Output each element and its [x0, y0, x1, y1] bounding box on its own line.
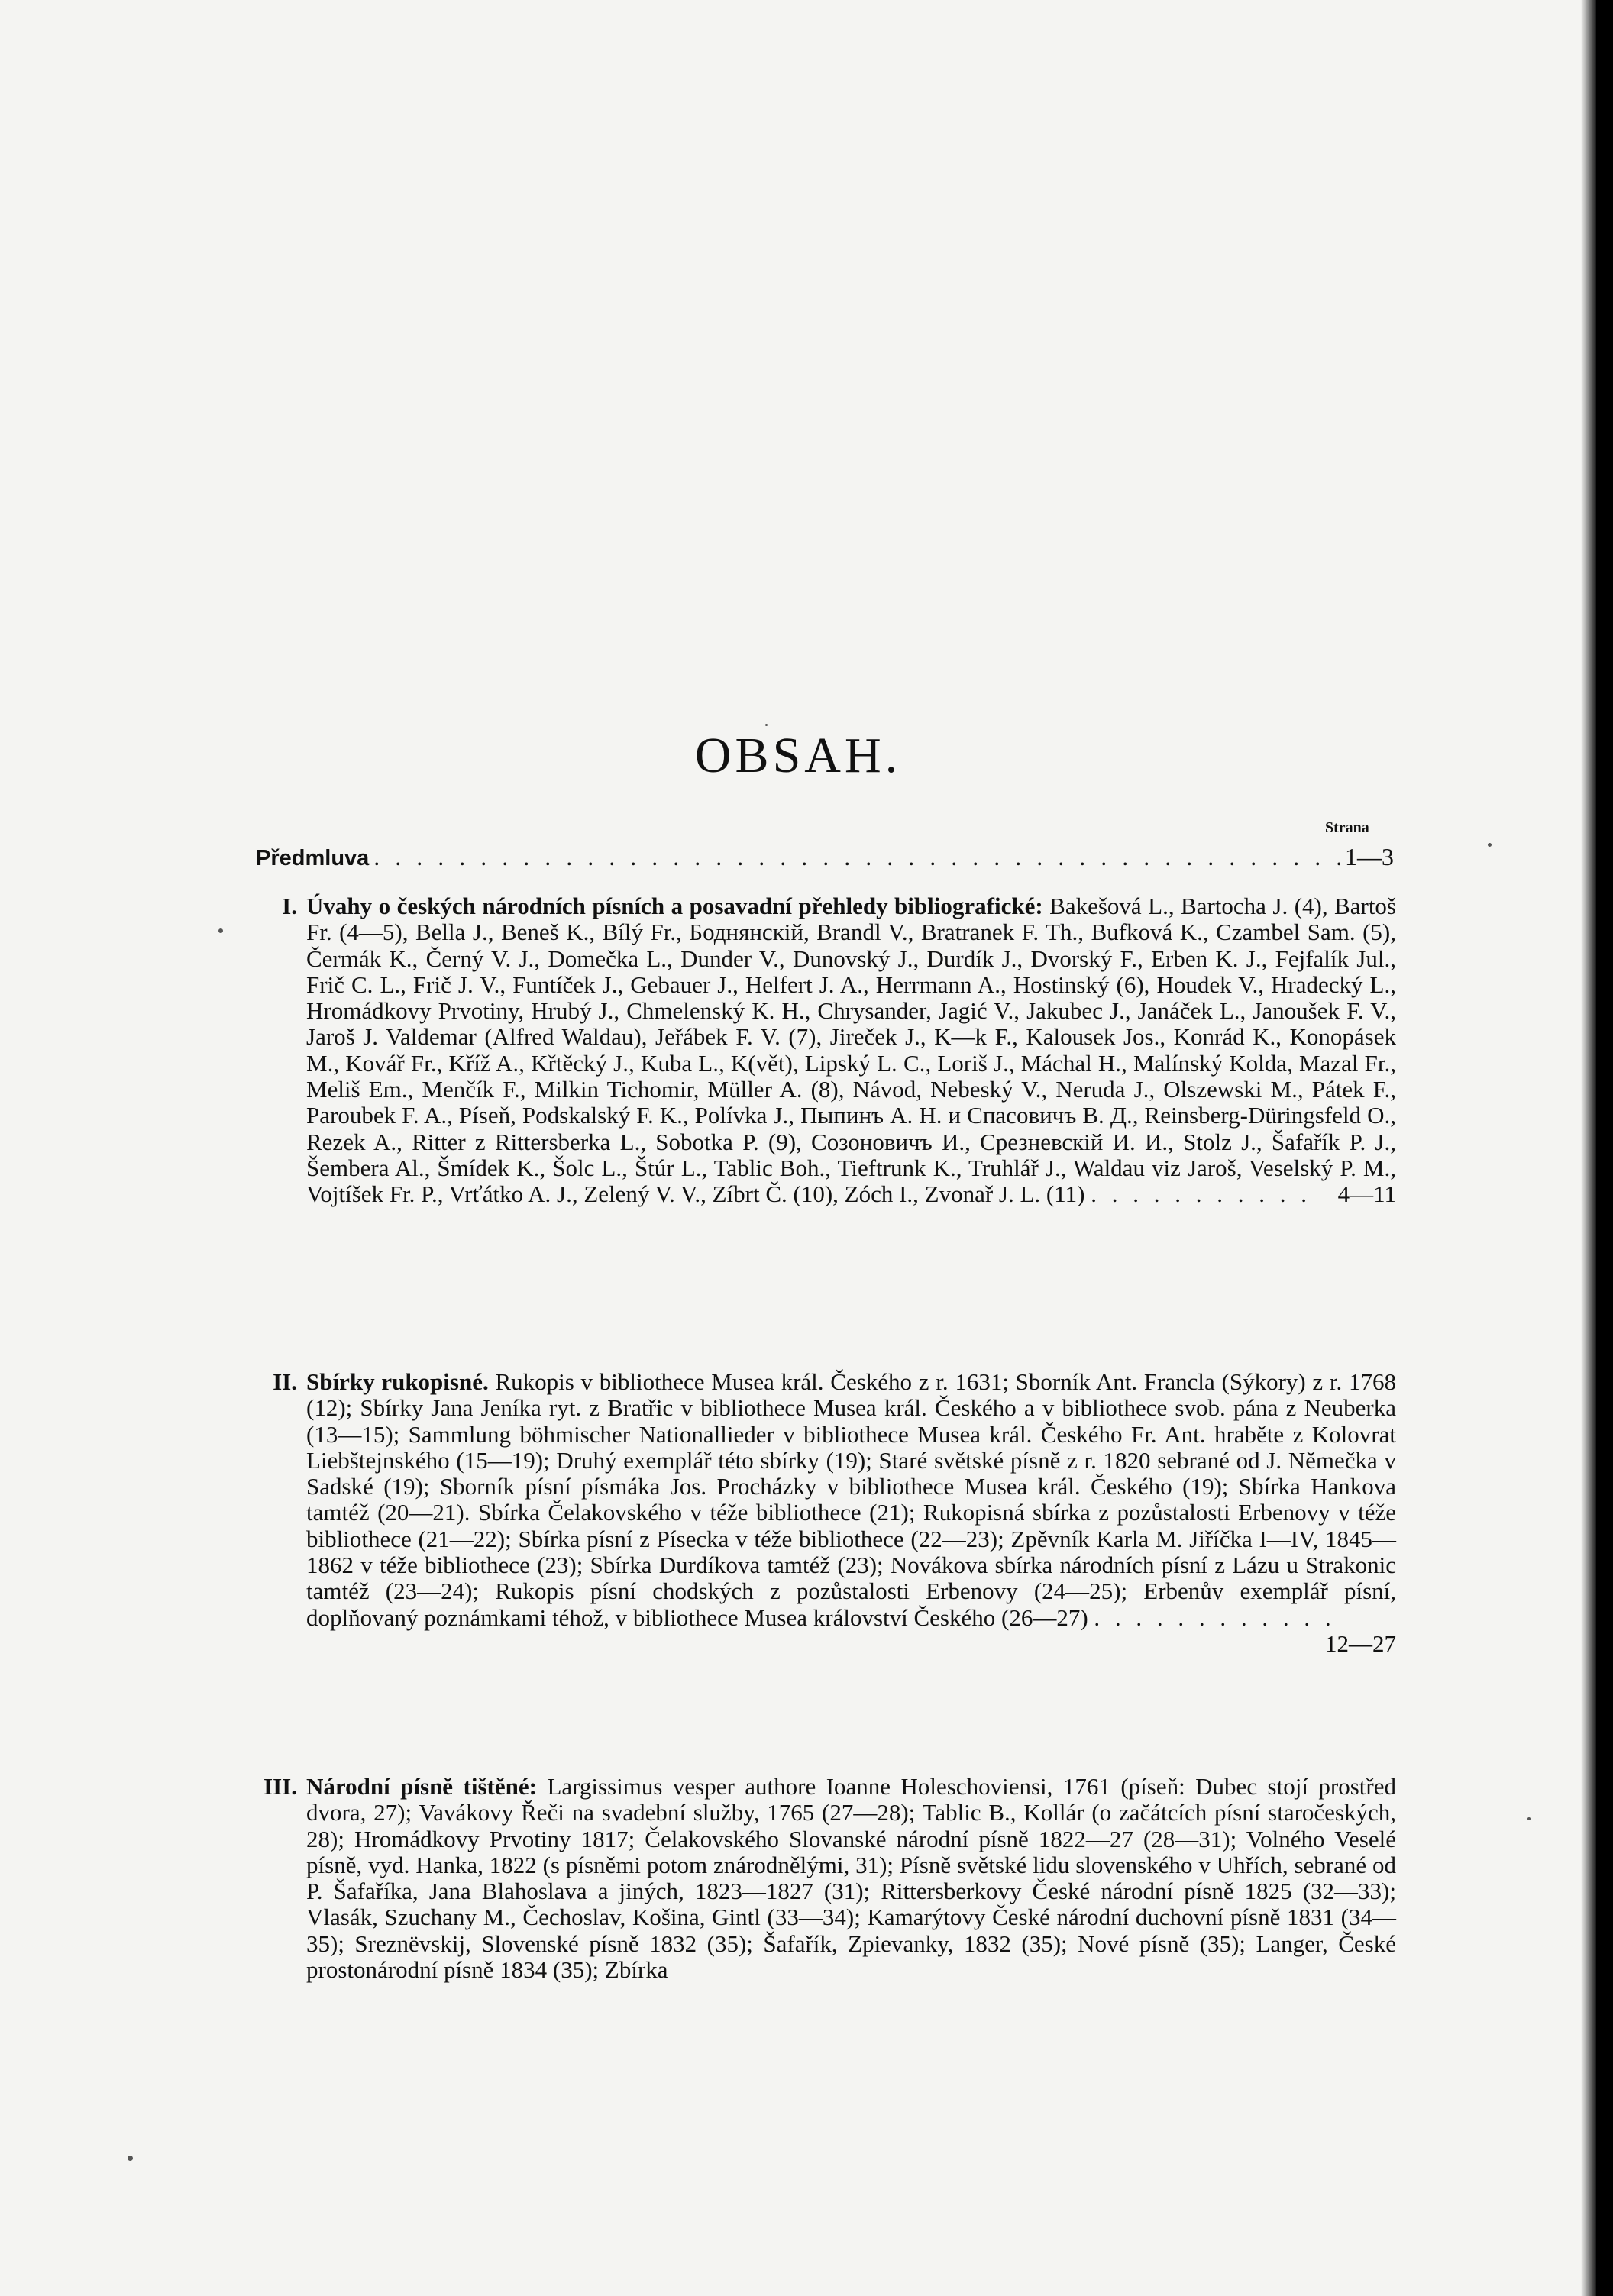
section-number: II.: [273, 1368, 297, 1395]
scan-speck: [128, 2156, 133, 2161]
scan-speck: [1488, 843, 1492, 847]
section-lead: Sbírky rukopisné.: [306, 1368, 489, 1395]
page-edge-shadow: [1581, 0, 1596, 2296]
toc-section: [254, 1774, 1396, 1983]
page-column-label: Strana: [1325, 819, 1369, 836]
section-text: Úvahy o českých národních písních a posavadní přehledy bibliografické: Bakešová L., Bartocha J. (4), Bartoš Fr. (4—5), Bella J., Beneš K., Bílý Fr., Боднянскій, Brandl V., Bratranek F. Th., Bufková K., Czambel Sam. (5), Čermák K., Černý V. J., Domečka L., Dunder V., Dunovský J., Durdík J., Dvorský F., Erben K. J., Fejfalík Jul., Frič C. L., Frič J. V., Funtíček J., Gebauer J., Helfert J. A., Herrmann A., Hostinský (6), Houdek V., Hradecký L., Hromádkovy Prvotiny, Hrubý J., Chmelenský K. H., Chrysander, Jagić V., Jakubec J., Janáček L., Janoušek F. V., Jaroš J. Valdemar (Alfred Waldau), Jeřábek F. V. (7), Jireček J., K—k F., Kalousek Jos., Konrád K., Konopásek M., Kovář Fr., Kříž A., Křtěcký J., Kuba L., K(vět), Lipský L. C., Loriš J., Máchal H., Malínský Kolda, Mazal Fr., Meliš Em., Menčík F., Milkin Tichomir, Müller A. (8), Návod, Nebeský V., Neruda J., Olszewski M., Pátek F., Paroubek F. A., Píseň, Podskalský F. K., Polívka J., Пыпинъ А. Н. и Спасовичъ В. Д., Reinsberg-Düringsfeld O., Rezek A., Ritter z Rittersberka L., Sobotka P. (9), Созоновичъ И., Срезневскій И. И., Stolz J., Šafařík P. J., Šembera Al., Šmídek K., Šolc L., Štúr L., Tablic Boh., Tieftrunk K., Truhlář J., Waldau viz Jaroš, Veselský P. M., Vojtíšek Fr. P., Vrťátko A. J., Zelený V. V., Zíbrt Č. (10), Zóch I., Zvonař J. L. (11) . . . . . . . . . . . 4—11: [306, 893, 1396, 1208]
preface-label: Předmluva: [256, 846, 370, 870]
toc-section: [254, 1369, 1396, 1657]
section-pages: 4—11: [1337, 1180, 1396, 1208]
toc-section: [254, 893, 1396, 1208]
section-body: Bakešová L., Bartocha J. (4), Bartoš Fr. (4—5), Bella J., Beneš K., Bílý Fr., Боднянскій, Brandl V., Bratranek F. Th., Bufková K., Czambel Sam. (5), Čermák K., Černý V. J., Domečka L., Dunder V., Dunovský J., Durdík J., Dvorský F., Erben K. J., Fejfalík Jul., Frič C. L., Frič J. V., Funtíček J., Gebauer J., Helfert J. A., Herrmann A., Hostinský (6), Houdek V., Hradecký L., Hromádkovy Prvotiny, Hrubý J., Chmelenský K. H., Chrysander, Jagić V., Jakubec J., Janáček L., Janoušek F. V., Jaroš J. Valdemar (Alfred Waldau), Jeřábek F. V. (7), Jireček J., K—k F., Kalousek Jos., Konrád K., Konopásek M., Kovář Fr., Kříž A., Křtěcký J., Kuba L., K(vět), Lipský L. C., Loriš J., Máchal H., Malínský Kolda, Mazal Fr., Meliš Em., Menčík F., Milkin Tichomir, Müller A. (8), Návod, Nebeský V., Neruda J., Olszewski M., Pátek F., Paroubek F. A., Píseň, Podskalský F. K., Polívka J., Пыпинъ А. Н. и Спасовичъ В. Д., Reinsberg-Düringsfeld O., Rezek A., Ritter z Rittersberka L., Sobotka P. (9), Созоновичъ И., Срезневскій И. И., Stolz J., Šafařík P. J., Šembera Al., Šmídek K., Šolc L., Štúr L., Tablic Boh., Tieftrunk K., Truhlář J., Waldau viz Jaroš, Veselský P. M., Vojtíšek Fr. P., Vrťátko A. J., Zelený V. V., Zíbrt Č. (10), Zóch I., Zvonař J. L. (11): [306, 893, 1396, 1208]
section-text: Sbírky rukopisné. Rukopis v bibliothece Musea král. Českého z r. 1631; Sborník Ant. Francla (Sýkory) z r. 1768 (12); Sbírky Jana Jeníka ryt. z Bratřic v bibliothece Musea král. Českého a v bibliothece svob. pána z Neuberka (13—15); Sammlung böhmischer Nationallieder v bibliothece Musea král. Českého Fr. Ant. hraběte z Kolovrat Liebštejnského (15—19); Druhý exemplář této sbírky (19); Staré světské písně z r. 1820 sebrané od J. Němečka v Sadské (19); Sborník písní písmáka Jos. Procházky v bibliothece Musea král. Českého (19); Sbírka Hankova tamtéž (20—21). Sbírka Čelakovského v téže bibliothece (21); Rukopisná sbírka z pozůstalosti Erbenovy v téže bibliothece (21—22); Sbírka písní z Písecka v téže bibliothece (22—23); Zpěvník Karla M. Jiříčka I—IV, 1845—1862 v téže bibliothece (23); Sbírka Durdíkova tamtéž (23); Novákova sbírka národních písní z Lázu u Strakonic tamtéž (23—24); Rukopis písní chodských z pozůstalosti Erbenovy (24—25); Erbenův exemplář písní, doplňovaný poznámkami téhož, v bibliothece Musea království Českého (26—27) . . . . . . . . . . . . 12—27: [306, 1368, 1397, 1657]
section-pages: 12—27: [1325, 1629, 1396, 1657]
section-lead: Národní písně tištěné:: [306, 1773, 537, 1800]
scan-speck: [1527, 1817, 1531, 1820]
preface-pages: 1—3: [1345, 843, 1394, 870]
section-lead: Úvahy o českých národních písních a posavadní přehledy bibliografické:: [306, 893, 1043, 919]
preface-entry: [256, 841, 1394, 874]
section-body: Largissimus vesper authore Ioanne Holeschoviensi, 1761 (píseň: Dubec stojí prostřed dvora, 27); Vavákovy Řeči na svadební služby, 1765 (27—28); Tablic B., Kollár (o začátcích písní staročeských, 28); Hromádkovy Prvotiny 1817; Čelakovského Slovanské národní písně 1822—27 (28—31); Volného Veselé písně, vyd. Hanka, 1822 (s písněmi potom znárodnělými, 31); Písně světské lidu slovenského v Uhřích, sebrané od P. Šafaříka, Jana Blahoslava a jiných, 1823—1827 (31); Rittersberkovy České národní písně 1825 (32—33); Vlasák, Szuchany M., Čechoslav, Košina, Gintl (33—34); Kamarýtovy České národní duchovní písně 1831 (34—35); Sreznëvskij, Slovenské písně 1832 (35); Šafařík, Zpievanky, 1832 (35); Nové písně (35); Langer, České prostonárodní písně 1834 (35); Zbírka: [306, 1773, 1397, 1984]
section-body: Rukopis v bibliothece Musea král. Českého z r. 1631; Sborník Ant. Francla (Sýkory) z r. 1768 (12); Sbírky Jana Jeníka ryt. z Bratřic v bibliothece Musea král. Českého a v bibliothece svob. pána z Neuberka (13—15); Sammlung böhmischer Nationallieder v bibliothece Musea král. Českého Fr. Ant. hraběte z Kolovrat Liebštejnského (15—19); Druhý exemplář této sbírky (19); Staré světské písně z r. 1820 sebrané od J. Němečka v Sadské (19); Sborník písní písmáka Jos. Procházky v bibliothece Musea král. Českého (19); Sbírka Hankova tamtéž (20—21). Sbírka Čelakovského v téže bibliothece (21); Rukopisná sbírka z pozůstalosti Erbenovy v téže bibliothece (21—22); Sbírka písní z Písecka v téže bibliothece (22—23); Zpěvník Karla M. Jiříčka I—IV, 1845—1862 v téže bibliothece (23); Sbírka Durdíkova tamtéž (23); Novákova sbírka národních písní z Lázu u Strakonic tamtéž (23—24); Rukopis písní chodských z pozůstalosti Erbenovy (24—25); Erbenův exemplář písní, doplňovaný poznámkami téhož, v bibliothece Musea království Českého (26—27): [306, 1368, 1397, 1631]
section-number: I.: [282, 893, 297, 919]
dot-leader: [373, 841, 1340, 872]
section-number: III.: [263, 1773, 297, 1800]
page-title: OBSAH.: [694, 728, 902, 783]
section-text: [306, 1774, 1396, 1983]
scan-speck: [765, 724, 768, 726]
scan-speck: [218, 928, 223, 933]
